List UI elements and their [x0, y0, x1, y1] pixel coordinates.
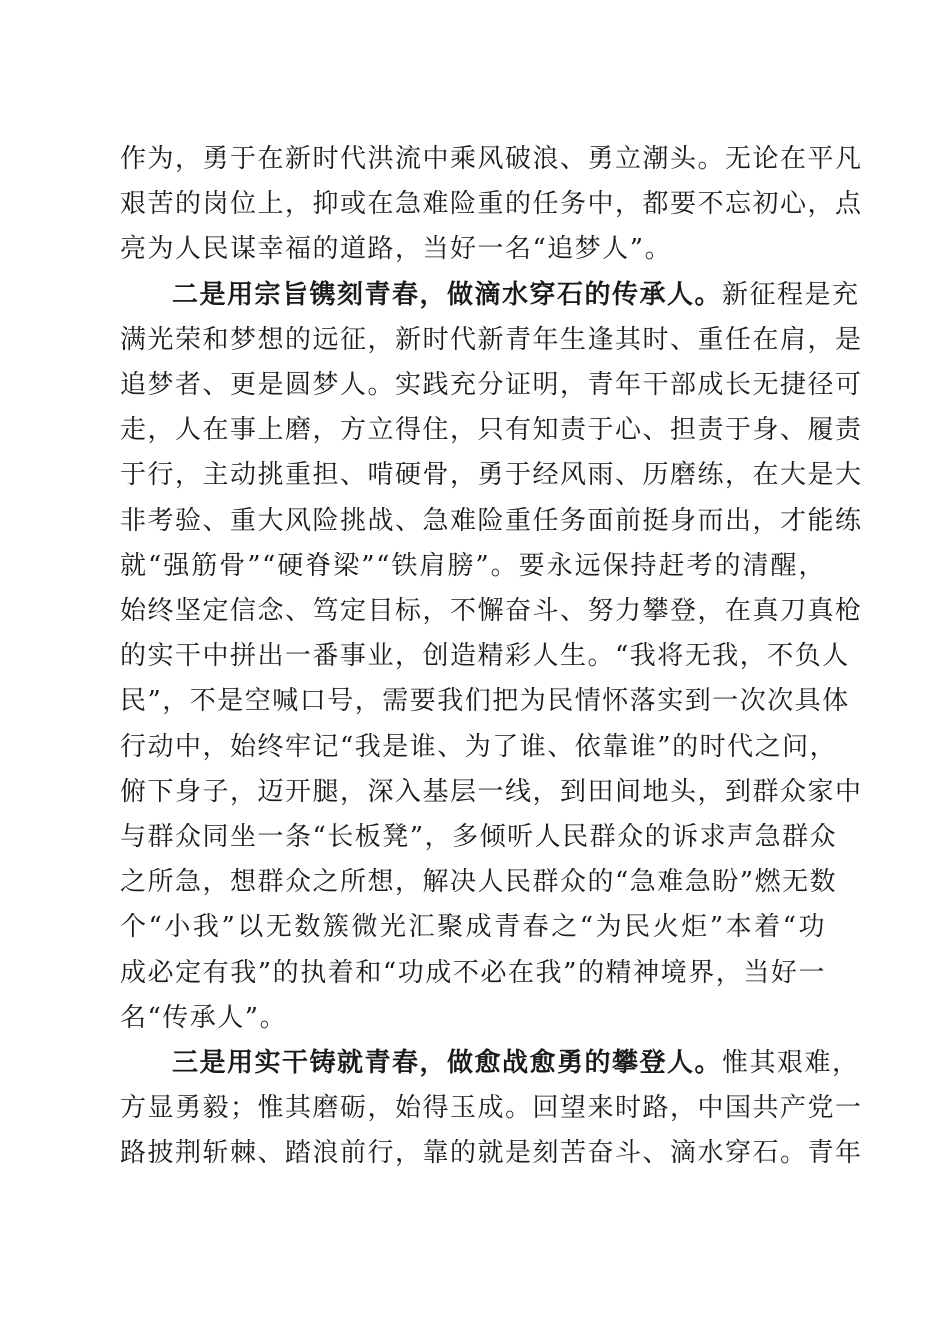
- text-line: 就“强筋骨”“硬脊梁”“铁肩膀”。要永远保持赶考的清醒，: [120, 550, 826, 581]
- text-line: 于行，主动挑重担、啃硬骨，勇于经风雨、历磨练，在大是大: [120, 460, 863, 491]
- text-line: 走，人在事上磨，方立得住，只有知责于心、担责于身、履责: [120, 415, 863, 446]
- paragraph-2: [120, 273, 863, 1041]
- paragraph-3: [120, 1041, 863, 1177]
- text-line: 名“传承人”。: [120, 1002, 288, 1033]
- text-line: 始终坚定信念、笃定目标，不懈奋斗、努力攀登，在真刀真枪: [120, 596, 863, 627]
- text-line: 作为，勇于在新时代洪流中乘风破浪、勇立潮头。无论在平凡: [120, 144, 863, 174]
- text-line: 行动中，始终牢记“我是谁、为了谁、依靠谁”的时代之问，: [120, 731, 838, 762]
- text-line: 亮为人民谋幸福的道路，当好一名“追梦人”。: [120, 234, 673, 265]
- paragraph-first-line: [120, 273, 860, 318]
- text-line: 成必定有我”的执着和“功成不必在我”的精神境界，当好一: [120, 957, 826, 988]
- paragraph-first-line: [120, 1041, 860, 1086]
- text-line: 俯下身子，迈开腿，深入基层一线，到田间地头，到群众家中: [120, 776, 863, 807]
- text-line: 的实干中拼出一番事业，创造精彩人生。“我将无我，不负人: [120, 641, 850, 672]
- text-line: 个“小我”以无数簇微光汇聚成青春之“为民火炬”本着“功: [120, 912, 826, 943]
- text-line: 方显勇毅；惟其磨砺，始得玉成。回望来时路，中国共产党一: [120, 1093, 863, 1124]
- text-line: 路披荆斩棘、踏浪前行，靠的就是刻苦奋斗、滴水穿石。青年: [120, 1138, 863, 1169]
- paragraph-lead-heading: 二是用宗旨镌刻青春，做滴水穿石的传承人。: [172, 279, 723, 310]
- text-line: 非考验、重大风险挑战、急难险重任务面前挺身而出，才能练: [120, 505, 863, 536]
- body-text: [120, 137, 863, 1177]
- text-line: 民”，不是空喊口号，需要我们把为民情怀落实到一次次具体: [120, 686, 850, 717]
- text-line: 满光荣和梦想的远征，新时代新青年生逢其时、重任在肩，是: [120, 324, 863, 355]
- paragraph-first-line-rest: 惟其艰难，: [722, 1048, 860, 1079]
- text-line: 与群众同坐一条“长板凳”，多倾听人民群众的诉求声急群众: [120, 822, 838, 853]
- text-line: 艰苦的岗位上，抑或在急难险重的任务中，都要不忘初心，点: [120, 189, 863, 220]
- text-line: 追梦者、更是圆梦人。实践充分证明，青年干部成长无捷径可: [120, 370, 863, 401]
- paragraph-1: [120, 137, 863, 273]
- text-line: 之所急，想群众之所想，解决人民群众的“急难急盼”燃无数: [120, 867, 838, 898]
- paragraph-lead-heading: 三是用实干铸就青春，做愈战愈勇的攀登人。: [172, 1048, 723, 1079]
- paragraph-first-line-rest: 新征程是充: [722, 279, 860, 310]
